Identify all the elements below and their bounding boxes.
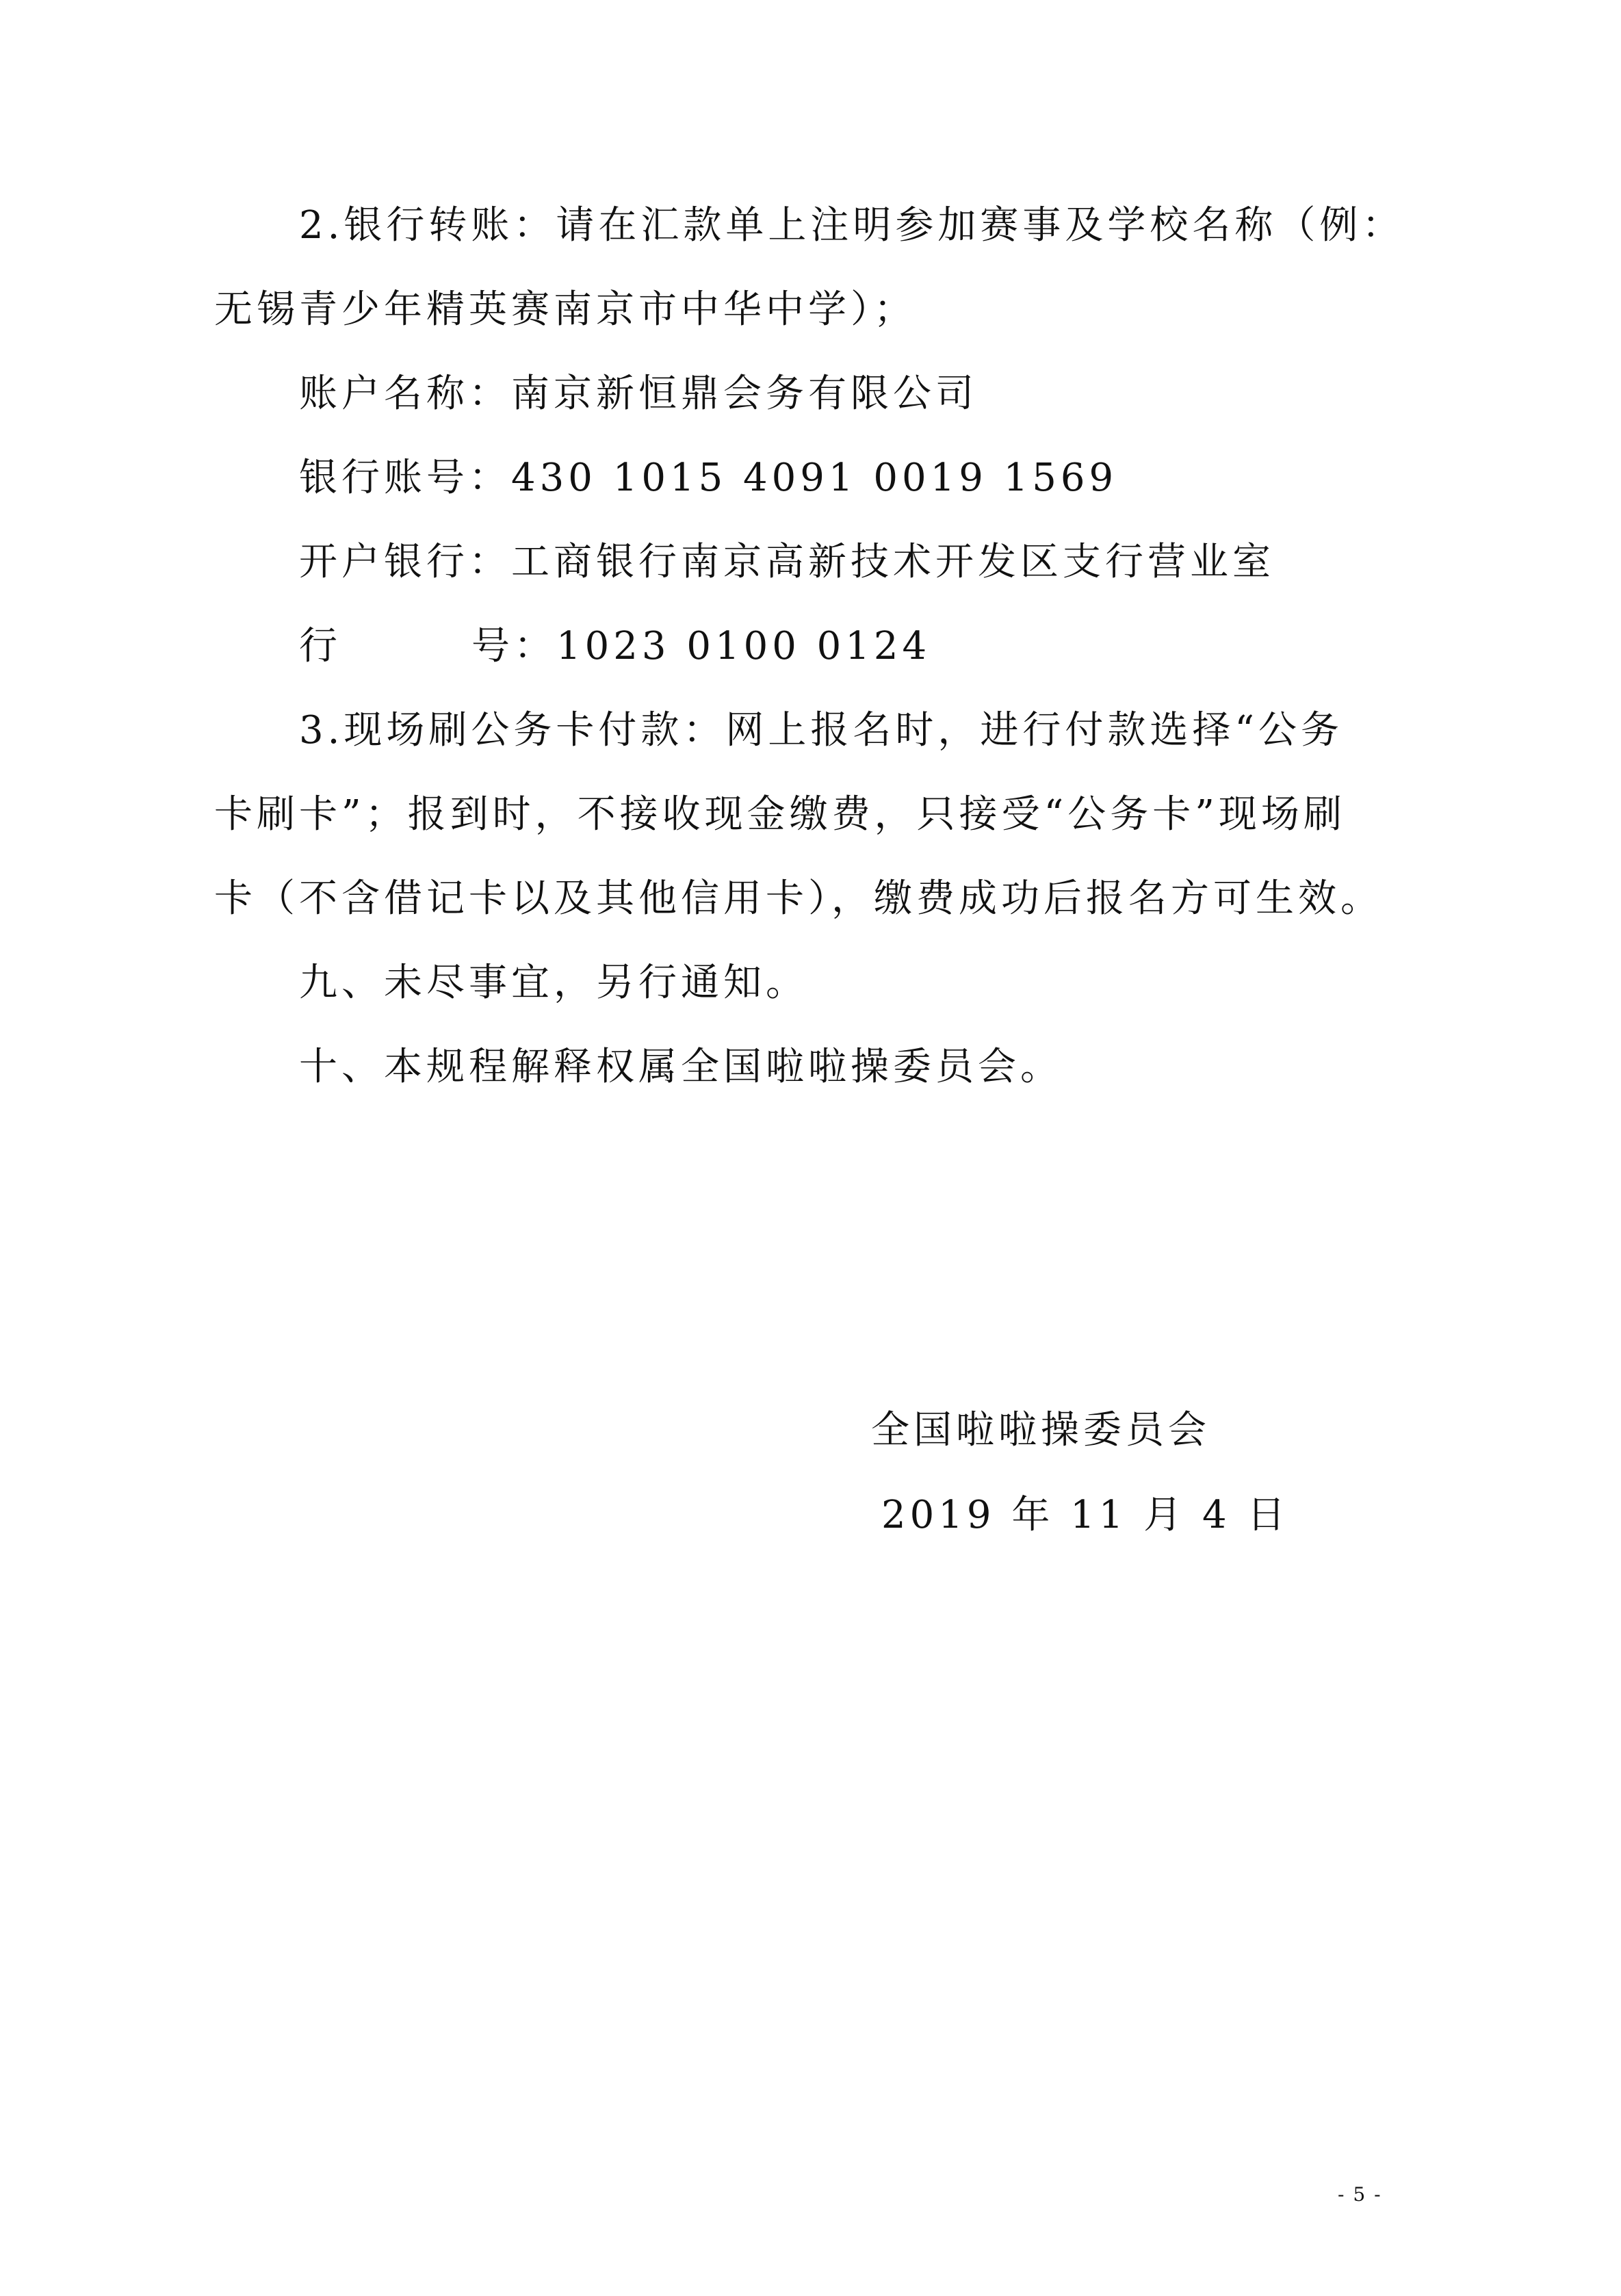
signature-organization: 全国啦啦操委员会 xyxy=(871,1408,1210,1452)
bank-branch-number-label-end: 号：1023 0100 0124 xyxy=(471,624,931,668)
account-name-line: 账户名称：南京新恒鼎会务有限公司 xyxy=(299,371,978,416)
bank-branch-number-label-start: 行 xyxy=(299,624,341,668)
bank-transfer-paragraph-line-2: 无锡青少年精英赛南京市中华中学）； xyxy=(214,287,916,332)
item-nine: 九、未尽事宜，另行通知。 xyxy=(299,961,808,1005)
card-payment-paragraph-line-1: 3.现场刷公务卡付款：网上报名时，进行付款选择“公务 xyxy=(299,708,1344,753)
account-number-line: 银行账号：430 1015 4091 0019 1569 xyxy=(299,456,1118,500)
opening-bank-line: 开户银行：工商银行南京高新技术开发区支行营业室 xyxy=(299,540,1275,584)
page-number: - 5 - xyxy=(1338,2183,1382,2206)
card-payment-paragraph-line-3: 卡（不含借记卡以及其他信用卡），缴费成功后报名方可生效。 xyxy=(214,876,1383,921)
bank-transfer-paragraph-line-1: 2.银行转账：请在汇款单上注明参加赛事及学校名称（例： xyxy=(299,203,1405,248)
item-ten: 十、本规程解释权属全国啦啦操委员会。 xyxy=(299,1045,1063,1089)
card-payment-paragraph-line-2: 卡刷卡”；报到时，不接收现金缴费，只接受“公务卡”现场刷 xyxy=(214,792,1346,837)
bank-branch-number-line xyxy=(299,623,931,670)
signature-date: 2019 年 11 月 4 日 xyxy=(881,1493,1290,1537)
